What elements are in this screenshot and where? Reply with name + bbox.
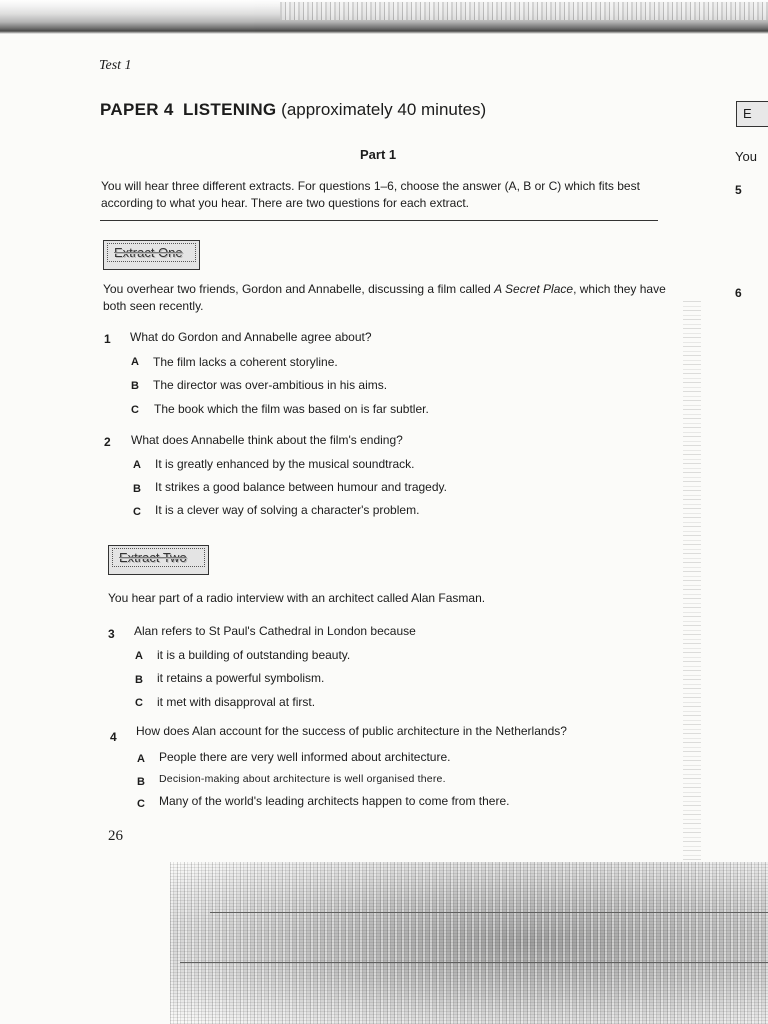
right-page-extract-box: E xyxy=(736,101,768,127)
option-text: The book which the film was based on is far subtler. xyxy=(154,402,429,416)
option-text: It is greatly enhanced by the musical soundtrack. xyxy=(155,457,415,471)
duration-label: (approximately 40 minutes) xyxy=(281,100,487,119)
question-text: How does Alan account for the success of public architecture in the Netherlands? xyxy=(136,724,567,738)
context-text: You overhear two friends, Gordon and Annabelle, discussing a film called xyxy=(103,282,495,296)
part-title: Part 1 xyxy=(360,147,397,162)
option-letter: B xyxy=(131,380,139,392)
question-text: What do Gordon and Annabelle agree about? xyxy=(130,330,372,344)
option-letter: B xyxy=(133,483,141,495)
option-letter: C xyxy=(133,506,141,518)
context-text-end: , which they have both seen recently. xyxy=(103,282,666,313)
option-letter: C xyxy=(131,404,139,416)
question-text: What does Annabelle think about the film's ending? xyxy=(131,433,403,447)
page-spine-shadow xyxy=(683,300,701,860)
option-text: The director was over-ambitious in his aims. xyxy=(153,378,388,392)
question-number: 2 xyxy=(104,435,111,449)
right-page-question-number: 5 xyxy=(735,183,742,197)
scan-top-edge xyxy=(0,0,768,34)
right-page-text-fragment: You xyxy=(735,149,757,164)
option-text: It strikes a good balance between humour and tragedy. xyxy=(155,480,447,494)
paper-label: PAPER 4 xyxy=(100,100,174,119)
option-letter: A xyxy=(135,650,143,662)
question-number: 1 xyxy=(104,332,111,346)
option-text: it retains a powerful symbolism. xyxy=(157,671,325,685)
option-letter: C xyxy=(137,798,145,810)
extract-one-label-box xyxy=(103,240,200,270)
option-text: People there are very well informed about architecture. xyxy=(159,750,451,764)
extract-two-label: Extract Two xyxy=(112,548,205,567)
option-text: Decision-making about architecture is well organised there. xyxy=(159,773,446,785)
extract-two-label-box xyxy=(108,545,209,575)
film-title: A Secret Place xyxy=(494,282,574,296)
option-text: The film lacks a coherent storyline. xyxy=(153,355,338,369)
question-number: 3 xyxy=(108,627,115,641)
test-label: Test 1 xyxy=(99,58,132,73)
divider xyxy=(100,220,658,221)
option-letter: C xyxy=(135,697,143,709)
question-number: 4 xyxy=(110,730,117,744)
question-text: Alan refers to St Paul's Cathedral in London because xyxy=(134,624,416,638)
option-text: Many of the world's leading architects happen to come from there. xyxy=(159,794,510,808)
option-text: It is a clever way of solving a character's problem. xyxy=(155,503,420,517)
extract-one-context xyxy=(103,281,668,315)
instructions: You will hear three different extracts. For questions 1–6, choose the answer (A, B or C) which fits best according to what you hear. There are two questions for each extract. xyxy=(101,179,640,210)
extract-two-context: You hear part of a radio interview with an architect called Alan Fasman. xyxy=(108,591,486,605)
option-letter: A xyxy=(131,356,139,368)
right-page-question-number: 6 xyxy=(735,286,742,300)
extract-one-label: Extract One xyxy=(107,243,196,262)
option-letter: B xyxy=(135,674,143,686)
option-letter: B xyxy=(137,776,145,788)
option-text: it met with disapproval at first. xyxy=(157,695,316,709)
section-label: LISTENING xyxy=(183,100,277,119)
option-letter: A xyxy=(137,753,145,765)
scan-bottom-noise xyxy=(170,862,768,1024)
option-letter: A xyxy=(133,459,141,471)
option-text: it is a building of outstanding beauty. xyxy=(157,648,351,662)
page-number: 26 xyxy=(108,828,123,844)
paper-title xyxy=(100,100,486,120)
